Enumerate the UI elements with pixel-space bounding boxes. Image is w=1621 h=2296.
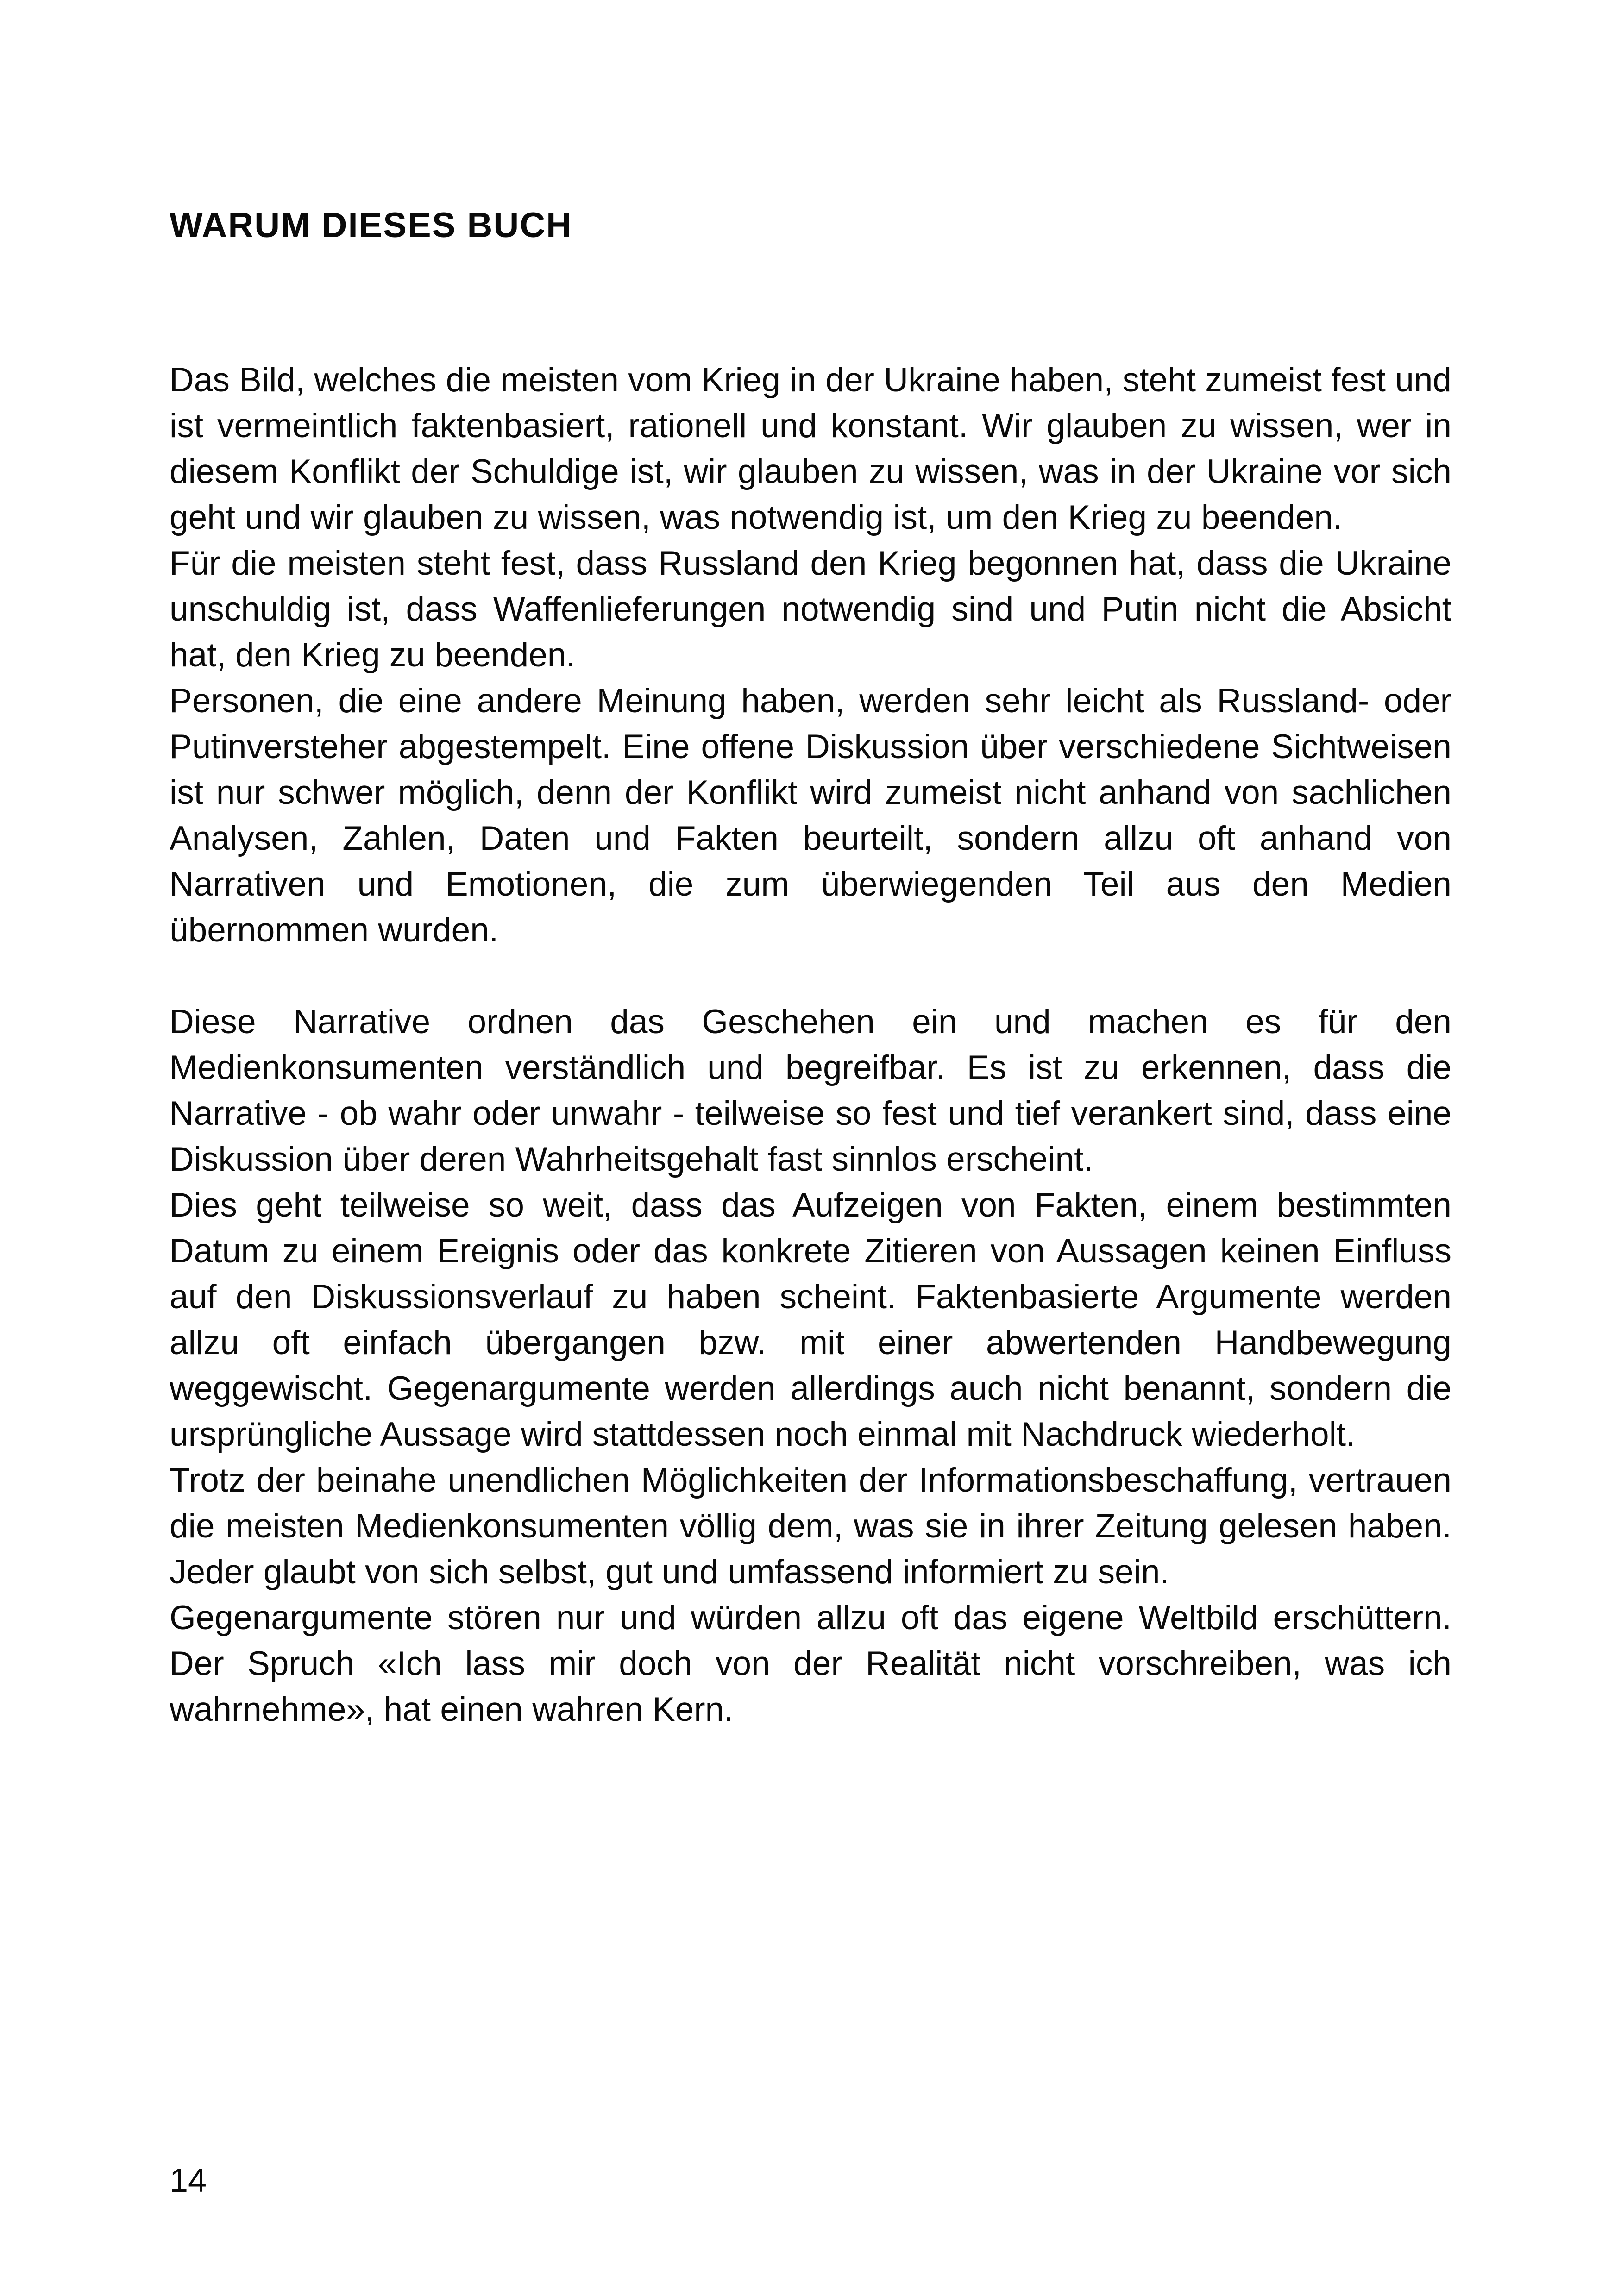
paragraph-1: Das Bild, welches die meisten vom Krieg in der Ukraine haben, steht zumeist fest und ist vermeintlich faktenbasiert, rationell und konstant. Wir glauben zu wissen, wer in diesem Konflikt der Schuldige ist, wir glauben zu wissen, was in der Ukraine vor sich geht und wir glauben zu wissen, was notwendig ist, um den Krieg zu beenden.	[170, 361, 1451, 536]
paragraph-2: Für die meisten steht fest, dass Russland den Krieg begonnen hat, dass die Ukraine unschuldig ist, dass Waffenlieferungen notwendig sind und Putin nicht die Absicht hat, den Krieg zu beenden.	[170, 544, 1451, 674]
paragraph-7: Gegenargumente stören nur und würden allzu oft das eigene Weltbild erschüttern. Der Spruch «Ich lass mir doch von der Realität nicht vorschreiben, was ich wahrnehme», hat einen wahren Kern.	[170, 1599, 1451, 1728]
page-number: 14	[170, 2162, 207, 2199]
chapter-heading: WARUM DIESES BUCH	[170, 206, 573, 245]
paragraph-4: Diese Narrative ordnen das Geschehen ein und machen es für den Medienkonsumenten verständlich und begreifbar. Es ist zu erkennen, dass die Narrative - ob wahr oder unwahr - teilweise so fest und tief verankert sind, dass eine Diskussion über deren Wahrheitsgehalt fast sinnlos erscheint.	[170, 1003, 1451, 1178]
paragraph-6: Trotz der beinahe unendlichen Möglichkeiten der Informationsbeschaffung, vertrauen die meisten Medienkonsumenten völlig dem, was sie in ihrer Zeitung gelesen haben. Jeder glaubt von sich selbst, gut und umfassend informiert zu sein.	[170, 1461, 1451, 1591]
page-content	[170, 206, 1451, 1732]
paragraph-3: Personen, die eine andere Meinung haben, werden sehr leicht als Russland- oder Putinversteher abgestempelt. Eine offene Diskussion über verschiedene Sichtweisen ist nur schwer möglich, denn der Konflikt wird zumeist nicht anhand von sachlichen Analysen, Zahlen, Daten und Fakten beurteilt, sondern allzu oft anhand von Narrativen und Emotionen, die zum überwiegenden Teil aus den Medien übernommen wurden.	[170, 682, 1451, 949]
paragraph-5: Dies geht teilweise so weit, dass das Aufzeigen von Fakten, einem bestimmten Datum zu einem Ereignis oder das konkrete Zitieren von Aussagen keinen Einfluss auf den Diskussionsverlauf zu haben scheint. Faktenbasierte Argumente werden allzu oft einfach übergangen bzw. mit einer abwertenden Handbewegung weggewischt. Gegenargumente werden allerdings auch nicht benannt, sondern die ursprüngliche Aussage wird stattdessen noch einmal mit Nachdruck wiederholt.	[170, 1186, 1451, 1453]
